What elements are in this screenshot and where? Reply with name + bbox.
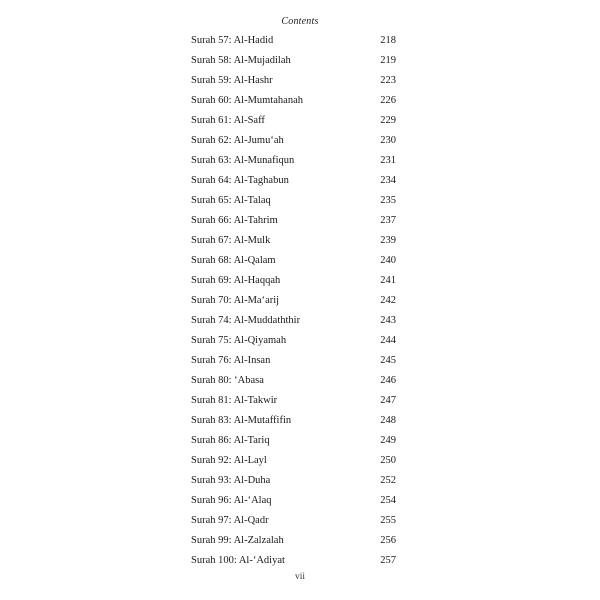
toc-entry-page-number: 249 [380,435,396,446]
toc-entry-page-number: 230 [380,135,396,146]
toc-entry [191,351,396,371]
toc-entry-title: Surah 62: Al-Jumu‘ah [191,135,284,146]
toc-entry-title: Surah 97: Al-Qadr [191,515,269,526]
toc-entry [191,171,396,191]
toc-entry [191,311,396,331]
toc-entry [191,491,396,511]
toc-entry-page-number: 257 [380,555,396,566]
toc-entry-title: Surah 93: Al-Duha [191,475,271,486]
toc-entry-page-number: 243 [380,315,396,326]
toc-entry-title: Surah 81: Al-Takwir [191,395,278,406]
toc-entry-page-number: 237 [380,215,396,226]
toc-entry [191,71,396,91]
toc-entry-page-number: 248 [380,415,396,426]
toc-entry [191,191,396,211]
page-number: vii [294,572,306,582]
toc-entry [191,151,396,171]
toc-entry-title: Surah 59: Al-Hashr [191,75,273,86]
toc-entry-page-number: 242 [380,295,396,306]
toc-entry-title: Surah 86: Al-Tariq [191,435,270,446]
toc-entry-page-number: 229 [380,115,396,126]
toc-entry-page-number: 231 [380,155,396,166]
toc-entry-page-number: 241 [380,275,396,286]
toc-entry [191,371,396,391]
toc-entry-title: Surah 57: Al-Hadid [191,35,274,46]
toc-entry-page-number: 239 [380,235,396,246]
toc-entry-title: Surah 64: Al-Taghabun [191,175,289,186]
toc-entry-title: Surah 68: Al-Qalam [191,255,276,266]
toc-entry-title: Surah 69: Al-Haqqah [191,275,281,286]
toc-entry-title: Surah 65: Al-Talaq [191,195,271,206]
toc-entry [191,431,396,451]
toc-entry-page-number: 235 [380,195,396,206]
toc-entry-page-number: 246 [380,375,396,386]
toc-entry-title: Surah 92: Al-Layl [191,455,267,466]
toc-entry-title: Surah 100: Al-‘Adiyat [191,555,285,566]
toc-entry [191,31,396,51]
toc-entry [191,291,396,311]
toc-entry-title: Surah 63: Al-Munafiqun [191,155,295,166]
toc-entry-page-number: 240 [380,255,396,266]
toc-entry [191,411,396,431]
toc-entry-title: Surah 58: Al-Mujadilah [191,55,291,66]
toc-entry-page-number: 255 [380,515,396,526]
toc-entry-title: Surah 60: Al-Mumtahanah [191,95,303,106]
toc-entry-title: Surah 61: Al-Saff [191,115,265,126]
table-of-contents [191,31,396,571]
toc-entry-page-number: 250 [380,455,396,466]
toc-entry [191,91,396,111]
toc-entry-title: Surah 67: Al-Mulk [191,235,271,246]
toc-entry [191,331,396,351]
toc-entry-page-number: 245 [380,355,396,366]
toc-entry [191,111,396,131]
toc-entry-title: Surah 76: Al-Insan [191,355,271,366]
toc-entry [191,51,396,71]
toc-entry-title: Surah 70: Al-Ma‘arij [191,295,280,306]
toc-entry-title: Surah 74: Al-Muddaththir [191,315,301,326]
toc-entry-title: Surah 96: Al-‘Alaq [191,495,272,506]
toc-entry [191,231,396,251]
toc-entry-title: Surah 83: Al-Mutaffifin [191,415,292,426]
toc-entry [191,131,396,151]
toc-entry-page-number: 226 [380,95,396,106]
toc-entry [191,271,396,291]
toc-entry-title: Surah 99: Al-Zalzalah [191,535,284,546]
toc-entry-page-number: 244 [380,335,396,346]
toc-entry-title: Surah 75: Al-Qiyamah [191,335,287,346]
toc-entry [191,531,396,551]
toc-entry-page-number: 234 [380,175,396,186]
toc-entry-page-number: 218 [380,35,396,46]
toc-entry-page-number: 219 [380,55,396,66]
toc-entry [191,551,396,571]
toc-entry [191,471,396,491]
running-head: Contents [281,16,319,27]
toc-entry-title: Surah 80: ‘Abasa [191,375,264,386]
toc-entry-title: Surah 66: Al-Tahrim [191,215,278,226]
toc-entry [191,451,396,471]
toc-entry [191,391,396,411]
toc-entry-page-number: 223 [380,75,396,86]
toc-entry-page-number: 247 [380,395,396,406]
toc-entry [191,211,396,231]
toc-entry-page-number: 256 [380,535,396,546]
toc-entry [191,511,396,531]
toc-entry-page-number: 252 [380,475,396,486]
toc-entry [191,251,396,271]
toc-entry-page-number: 254 [380,495,396,506]
